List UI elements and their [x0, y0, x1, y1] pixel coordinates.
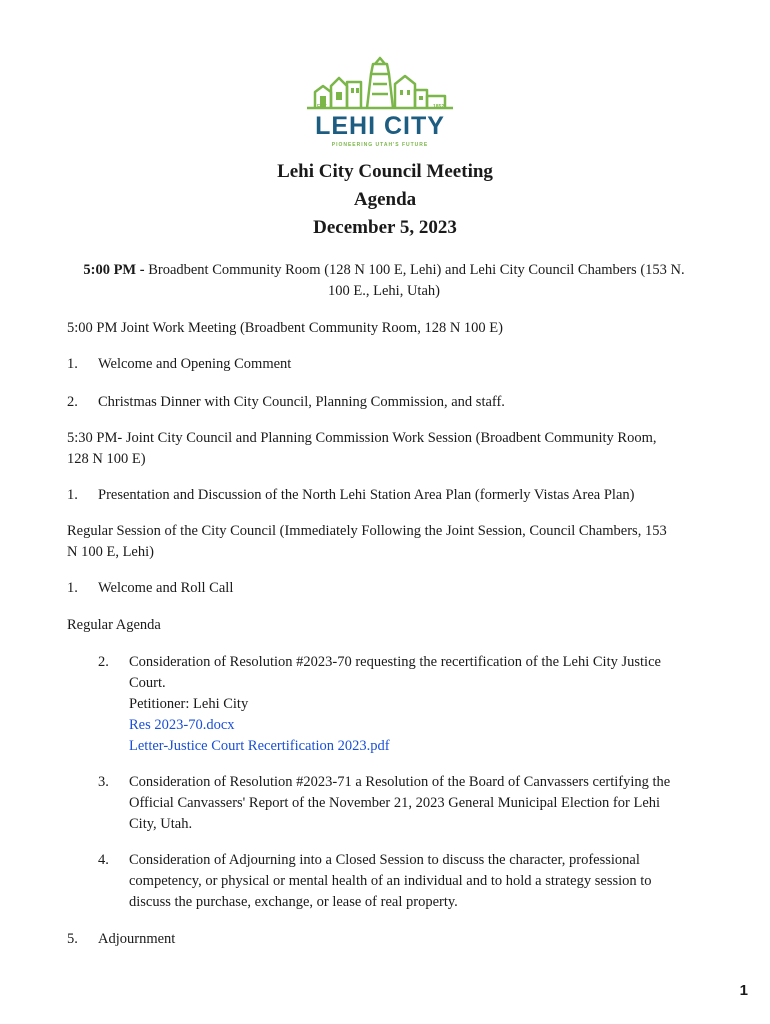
- list-item: [129, 772, 670, 835]
- attachment-link-justice-court-letter[interactable]: Letter-Justice Court Recertification 2023.pdf: [129, 738, 390, 754]
- regular-session-heading: [67, 521, 667, 563]
- location-time: 5:00 PM -: [83, 262, 145, 278]
- list-item: Presentation and Discussion of the North Lehi Station Area Plan (formerly Vistas Area Plan): [98, 487, 635, 503]
- item-text-line: discuss the purchase, exchange, or lease of real property.: [129, 894, 458, 910]
- list-item-number: 4.: [98, 852, 109, 868]
- agenda-heading: Agenda: [353, 189, 417, 210]
- item-text-line: City, Utah.: [129, 816, 193, 832]
- joint-work-heading: 5:00 PM Joint Work Meeting (Broadbent Community Room, 128 N 100 E): [67, 320, 503, 336]
- list-item: Welcome and Roll Call: [98, 580, 234, 596]
- location-text-line1: Broadbent Community Room (128 N 100 E, Lehi) and Lehi City Council Chambers (153 N.: [144, 262, 685, 278]
- item-text-line: Consideration of Resolution #2023-71 a Resolution of the Board of Canvassers certifying the: [129, 774, 671, 790]
- logo-year-label: 1852: [433, 104, 445, 110]
- list-item-number: 1.: [67, 487, 78, 503]
- item-text-line: Consideration of Adjourning into a Closed Session to discuss the character, professional: [129, 852, 640, 868]
- agenda-title-block: [0, 158, 770, 242]
- list-item: Christmas Dinner with City Council, Planning Commission, and staff.: [98, 394, 505, 410]
- list-item: [129, 652, 661, 757]
- lehi-city-logo: [305, 56, 455, 152]
- list-item: Adjournment: [98, 931, 176, 947]
- petitioner-label: Petitioner: Lehi City: [129, 696, 249, 712]
- list-item: Welcome and Opening Comment: [98, 356, 292, 372]
- meeting-title: Lehi City Council Meeting: [277, 161, 493, 182]
- joint-session-heading-line2: 128 N 100 E): [67, 451, 146, 467]
- logo-wordmark: LEHI CITY: [315, 112, 445, 140]
- meeting-date: December 5, 2023: [313, 217, 457, 238]
- logo-tagline: PIONEERING UTAH'S FUTURE: [331, 142, 429, 148]
- joint-session-heading: [67, 428, 656, 470]
- item-text-line: Court.: [129, 675, 166, 691]
- list-item: [129, 850, 652, 913]
- item-text-line: Consideration of Resolution #2023-70 requesting the recertification of the Lehi City Justice: [129, 654, 661, 670]
- list-item-number: 1.: [67, 356, 78, 372]
- list-item-number: 5.: [67, 931, 78, 947]
- regular-session-heading-line1: Regular Session of the City Council (Immediately Following the Joint Session, Council Chambers, 153: [67, 523, 667, 539]
- item-text-line: Official Canvassers' Report of the November 21, 2023 General Municipal Election for Lehi: [129, 795, 661, 811]
- regular-agenda-heading: Regular Agenda: [67, 617, 161, 633]
- attachment-link-res-2023-70[interactable]: Res 2023-70.docx: [129, 717, 235, 733]
- page-number: 1: [739, 982, 748, 999]
- logo-est-label: EST: [317, 104, 327, 110]
- location-text-line2: 100 E., Lehi, Utah): [328, 283, 440, 299]
- regular-session-heading-line2: N 100 E, Lehi): [67, 544, 154, 560]
- item-text-line: competency, or physical or mental health of an individual and to hold a strategy session to: [129, 873, 652, 889]
- list-item-number: 2.: [98, 654, 109, 670]
- list-item-number: 3.: [98, 774, 109, 790]
- location-paragraph: [66, 260, 702, 302]
- list-item-number: 2.: [67, 394, 78, 410]
- joint-session-heading-line1: 5:30 PM- Joint City Council and Planning Commission Work Session (Broadbent Community Room,: [67, 430, 657, 446]
- list-item-number: 1.: [67, 580, 78, 596]
